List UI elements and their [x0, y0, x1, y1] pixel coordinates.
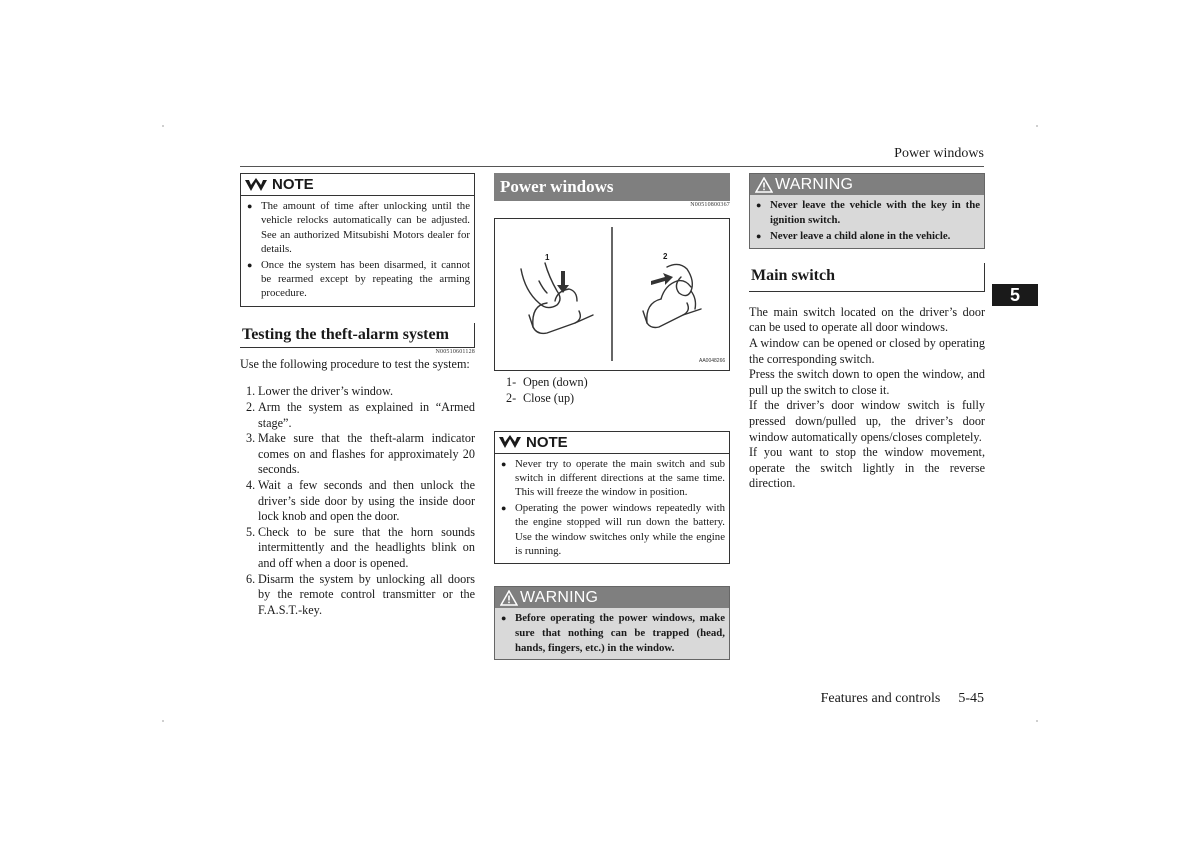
crop-mark [1036, 125, 1038, 127]
warning-list [750, 195, 984, 248]
note-box [240, 173, 475, 307]
step-item [246, 478, 475, 525]
warning-header [495, 587, 729, 608]
middle-column [494, 173, 730, 660]
crop-mark [162, 720, 164, 722]
step-number: 5. [246, 524, 256, 539]
note-label: NOTE [526, 433, 568, 451]
caption-number: 1- [506, 375, 517, 389]
paragraph: If the driver’s door window switch is fully pressed down/pulled up, the driver’s door window automatically opens/closes completely. [749, 398, 985, 444]
footer-section: Features and controls [820, 691, 941, 706]
step-number: 3. [246, 431, 256, 446]
note-list [495, 454, 729, 564]
right-column [749, 173, 985, 492]
note-label: NOTE [272, 176, 314, 193]
note-item: ● Operating the power windows repeatedly with the engine stopped will run down the battery. Use the window switches only while the engine is running. [499, 501, 725, 559]
procedure-steps [240, 384, 475, 618]
page-footer [800, 691, 984, 707]
caption-number: 2- [506, 390, 517, 405]
note-item: ● The amount of time after unlocking until the vehicle relocks automatically can be adjusted. See an authorized Mitsubishi Motors dealer for details. [245, 199, 470, 257]
running-header: Power windows [894, 146, 984, 161]
page-number: 5-45 [958, 691, 984, 706]
crop-mark [162, 125, 164, 127]
section-title: Testing the theft-alarm system [240, 323, 475, 348]
step-text: Make sure that the theft-alarm indicator comes on and flashes for approximately 20 seconds. [258, 431, 475, 477]
warning-item: ● Never leave a child alone in the vehicle. [754, 229, 980, 244]
warning-list [495, 608, 729, 659]
note-icon [244, 178, 268, 192]
step-text: Check to be sure that the horn sounds intermittently and the headlights blink on and off when a door is opened. [258, 524, 475, 570]
caption-text: Open (down) [523, 375, 588, 389]
step-item [246, 572, 475, 619]
step-number: 2. [246, 400, 256, 415]
window-switch-illustration [495, 219, 729, 370]
note-list [241, 196, 474, 306]
paragraph: Press the switch down to open the window, and pull up the switch to close it. [749, 367, 985, 397]
paragraph: The main switch located on the driver’s door can be used to operate all door windows. [749, 304, 985, 335]
step-number: 6. [246, 571, 256, 586]
step-item [246, 431, 475, 478]
warning-label: WARNING [520, 588, 599, 606]
figure-label-2: 2 [663, 252, 668, 261]
caption-item [506, 391, 730, 407]
note-box [494, 431, 730, 565]
figure-captions [494, 375, 730, 407]
figure-label-1: 1 [545, 253, 550, 262]
crop-mark [1036, 720, 1038, 722]
step-item [246, 384, 475, 400]
warning-triangle-icon [500, 590, 518, 606]
left-column [240, 173, 475, 618]
figure-ref-code: AA0048266 [699, 358, 726, 364]
section-code: N00510601128 [435, 348, 475, 355]
section-intro: Use the following procedure to test the system: [240, 356, 470, 371]
warning-box [749, 173, 985, 249]
caption-item [506, 375, 730, 391]
step-text: Arm the system as explained in “Armed stage”. [258, 400, 475, 430]
step-item [246, 525, 475, 572]
note-icon [498, 435, 522, 449]
warning-header [750, 174, 984, 195]
paragraph: A window can be opened or closed by operating the corresponding switch. [749, 335, 985, 366]
step-text: Disarm the system by unlocking all doors by the remote control transmitter or the F.A.S.T.-key. [258, 571, 475, 617]
paragraph: If you want to stop the window movement, operate the switch lightly in the reverse direction. [749, 445, 985, 491]
warning-box [494, 586, 730, 660]
note-header [241, 174, 474, 196]
note-item: ● Once the system has been disarmed, it cannot be rearmed except by repeating the arming procedure. [245, 258, 470, 301]
warning-item: ● Never leave the vehicle with the key in the ignition switch. [754, 198, 980, 227]
step-text: Wait a few seconds and then unlock the driver’s side door by using the inside door lock knob and open the door. [258, 478, 475, 524]
step-number: 1. [246, 384, 256, 399]
step-number: 4. [246, 478, 256, 492]
note-header [495, 432, 729, 454]
section-code: N00510800367 [690, 202, 730, 208]
section-title: Power windows [494, 173, 730, 201]
section-title: Main switch [749, 263, 985, 292]
step-text: Lower the driver’s window. [258, 384, 394, 399]
step-item [246, 400, 475, 431]
switch-figure [494, 218, 730, 371]
warning-item: ● Before operating the power windows, make sure that nothing can be trapped (head, hands, fingers, etc.) in the window. [499, 611, 725, 655]
chapter-tab: 5 [992, 284, 1038, 306]
warning-label: WARNING [775, 175, 854, 193]
header-rule [240, 166, 984, 167]
note-item: ● Never try to operate the main switch and sub switch in different directions at the same time. This will freeze the window in position. [499, 457, 725, 500]
warning-triangle-icon [755, 177, 773, 193]
caption-text: Close (up) [523, 390, 575, 405]
